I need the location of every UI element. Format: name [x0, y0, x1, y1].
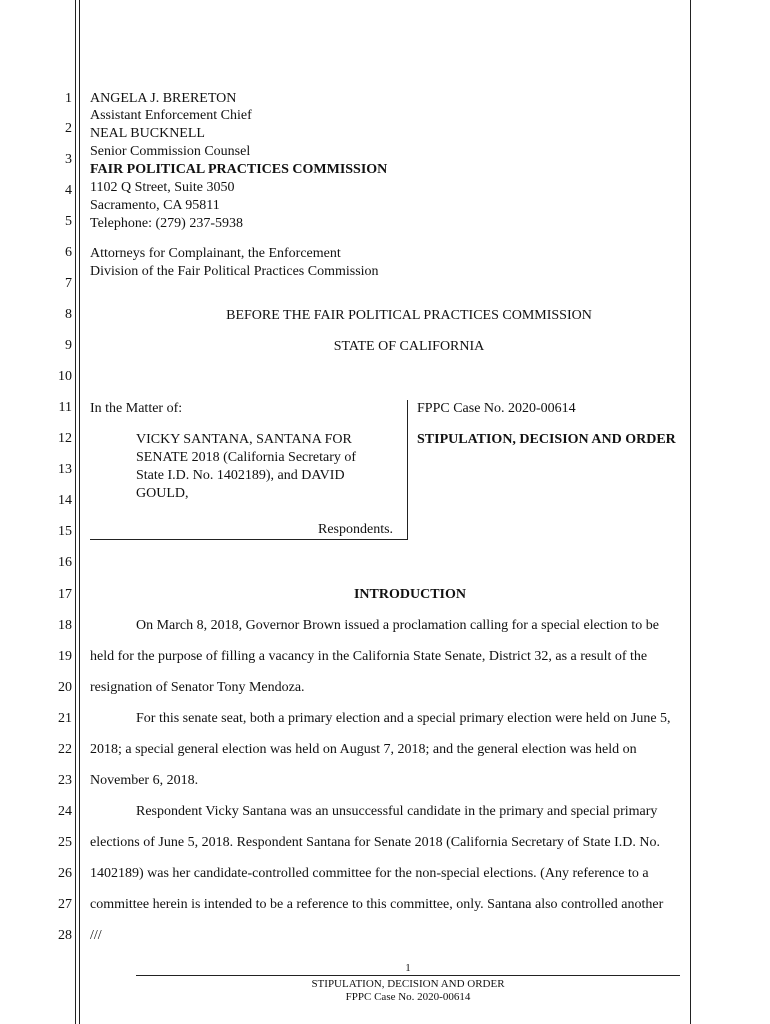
line-number: 12 — [58, 431, 72, 446]
document-title: STIPULATION, DECISION AND ORDER — [417, 432, 676, 447]
margin-rule-left-1 — [75, 0, 76, 1024]
line-number: 4 — [65, 183, 72, 198]
state-heading: STATE OF CALIFORNIA — [333, 339, 485, 354]
line-number: 20 — [58, 680, 72, 695]
case-number: FPPC Case No. 2020-00614 — [417, 401, 576, 416]
respondents-label: Respondents. — [318, 522, 394, 537]
attorney-title: Senior Commission Counsel — [90, 144, 251, 159]
line-number: 26 — [58, 866, 72, 881]
body-line: For this senate seat, both a primary election and a special primary election were held on June 5, — [136, 711, 671, 726]
line-number: 27 — [58, 897, 72, 912]
address-line: Sacramento, CA 95811 — [90, 198, 220, 213]
attorney-name: NEAL BUCKNELL — [90, 126, 205, 141]
body-line: 2018; a special general election was held on August 7, 2018; and the general election was held on — [90, 742, 637, 757]
line-number: 16 — [58, 555, 72, 570]
line-number: 7 — [65, 276, 72, 291]
tribunal-heading: BEFORE THE FAIR POLITICAL PRACTICES COMMISSION — [226, 308, 592, 323]
line-number: 19 — [58, 649, 72, 664]
margin-rule-left-2 — [79, 0, 80, 1024]
body-line: held for the purpose of filling a vacancy in the California State Senate, District 32, as a result of the — [90, 649, 648, 664]
line-number: 14 — [58, 493, 72, 508]
line-number: 22 — [58, 742, 72, 757]
line-number: 10 — [58, 369, 72, 384]
line-number: 13 — [58, 462, 72, 477]
line-number: 2 — [65, 121, 72, 136]
body-line: November 6, 2018. — [90, 773, 199, 788]
respondent-line: State I.D. No. 1402189), and DAVID — [136, 468, 345, 483]
line-number: 5 — [65, 214, 72, 229]
caption-divider-vertical — [407, 400, 408, 540]
attorney-title: Assistant Enforcement Chief — [90, 108, 252, 123]
respondent-line: SENATE 2018 (California Secretary of — [136, 450, 357, 465]
footer-title: STIPULATION, DECISION AND ORDER — [311, 978, 505, 990]
line-number: 8 — [65, 307, 72, 322]
line-number: 25 — [58, 835, 72, 850]
line-number: 28 — [58, 928, 72, 943]
line-number: 6 — [65, 245, 72, 260]
agency-name: FAIR POLITICAL PRACTICES COMMISSION — [90, 162, 388, 177]
line-number: 24 — [58, 804, 72, 819]
line-number: 18 — [58, 618, 72, 633]
line-number: 15 — [58, 524, 72, 539]
body-line: elections of June 5, 2018. Respondent Santana for Senate 2018 (California Secretary of State I.D. No. — [90, 835, 660, 850]
section-heading: INTRODUCTION — [353, 587, 466, 602]
footer-case-number: FPPC Case No. 2020-00614 — [345, 991, 471, 1003]
line-number: 17 — [58, 587, 72, 602]
line-number: 23 — [58, 773, 72, 788]
body-line: Respondent Vicky Santana was an unsuccessful candidate in the primary and special primary — [136, 804, 658, 819]
body-line: On March 8, 2018, Governor Brown issued a proclamation calling for a special election to be — [136, 618, 659, 633]
line-number: 1 — [65, 91, 72, 106]
caption-divider-horizontal — [90, 539, 408, 540]
attorneys-for-line: Attorneys for Complainant, the Enforcement — [90, 246, 341, 261]
respondent-line: VICKY SANTANA, SANTANA FOR — [136, 432, 352, 447]
body-line: 1402189) was her candidate-controlled committee for the non-special elections. (Any reference to a — [90, 866, 649, 881]
telephone: Telephone: (279) 237-5938 — [90, 216, 243, 231]
in-matter-label: In the Matter of: — [90, 401, 183, 416]
respondent-line: GOULD, — [136, 486, 189, 501]
line-number: 9 — [65, 338, 72, 353]
attorneys-for-line: Division of the Fair Political Practices Commission — [90, 264, 379, 279]
line-number: 11 — [58, 400, 72, 415]
address-line: 1102 Q Street, Suite 3050 — [90, 180, 235, 195]
line-number: 21 — [58, 711, 72, 726]
attorney-name: ANGELA J. BRERETON — [90, 91, 237, 106]
line-number: 3 — [65, 152, 72, 167]
footer-rule — [136, 975, 680, 976]
body-line: /// — [90, 928, 102, 943]
page-number: 1 — [405, 962, 411, 974]
body-line: resignation of Senator Tony Mendoza. — [90, 680, 305, 695]
body-line: committee herein is intended to be a reference to this committee, only. Santana also controlled another — [90, 897, 664, 912]
